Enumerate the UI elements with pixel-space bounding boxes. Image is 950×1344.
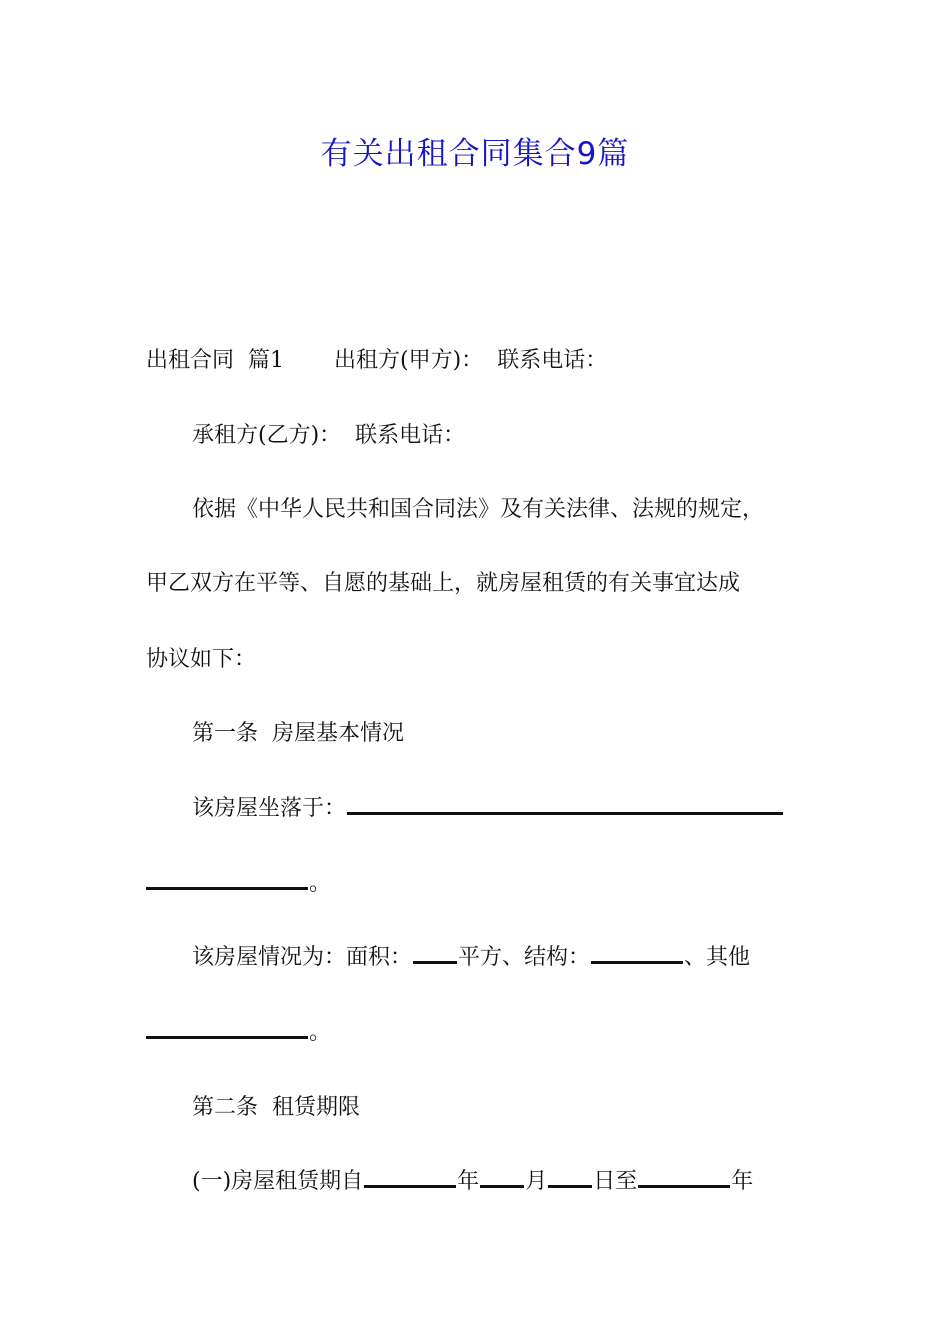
lessor-label: 出租方(甲方)： (334, 348, 484, 373)
lessee-line (192, 421, 872, 451)
location-blank-continued (146, 869, 308, 890)
start-year-blank (364, 1167, 456, 1188)
structure-blank (591, 943, 683, 964)
contract-heading: 出租合同 (146, 348, 235, 373)
location-period: 。 (309, 871, 332, 896)
lessor-phone-label: 联系电话： (497, 348, 608, 373)
sqm-label: 平方、结构： (458, 945, 591, 970)
term-label: (一)房屋租赁期自 (192, 1169, 364, 1194)
contract-number: 篇1 (248, 348, 285, 373)
article-1-number: 第一条 (192, 721, 259, 746)
condition-line-continued (146, 1018, 826, 1048)
day-to-label: 日至 (593, 1169, 638, 1194)
location-line (192, 794, 872, 824)
condition-label: 该房屋情况为：面积： (192, 945, 413, 970)
document-title: 有关出租合同集合9篇 (320, 136, 630, 172)
contract-heading-line (146, 346, 826, 376)
lessee-label: 承租方(乙方)： (192, 423, 342, 448)
location-line-continued (146, 869, 826, 899)
article-1-heading (192, 719, 872, 749)
end-year-label: 年 (731, 1169, 754, 1194)
location-blank (347, 794, 783, 815)
month-label: 月 (525, 1169, 548, 1194)
other-label: 、其他 (684, 945, 751, 970)
start-day-blank (548, 1167, 592, 1188)
term-line (192, 1167, 872, 1197)
condition-period: 。 (309, 1020, 332, 1045)
other-blank (146, 1018, 308, 1039)
article-2-title: 租赁期限 (272, 1095, 361, 1120)
year-label: 年 (457, 1169, 480, 1194)
article-1-title: 房屋基本情况 (272, 721, 405, 746)
location-label: 该房屋坐落于： (192, 796, 347, 821)
article-2-heading (192, 1093, 872, 1123)
start-month-blank (480, 1167, 524, 1188)
condition-line (192, 943, 872, 973)
intro-line-1: 依据《中华人民共和国合同法》及有关法律、法规的规定， (192, 497, 765, 522)
end-year-blank (638, 1167, 730, 1188)
area-blank (413, 943, 457, 964)
intro-line-3: 协议如下： (146, 647, 257, 672)
lessee-phone-label: 联系电话： (355, 423, 466, 448)
article-2-number: 第二条 (192, 1095, 259, 1120)
intro-line-2: 甲乙双方在平等、自愿的基础上，就房屋租赁的有关事宜达成 (146, 571, 741, 596)
